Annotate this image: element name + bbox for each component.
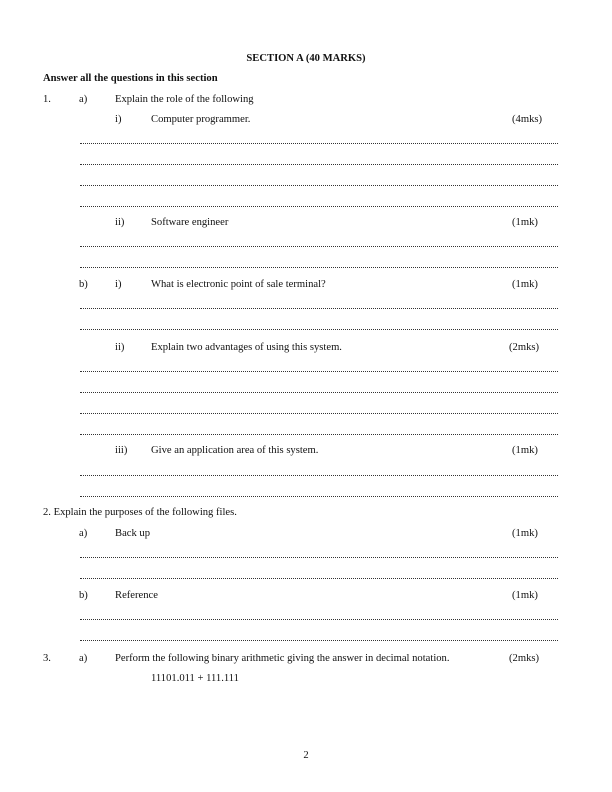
answer-line[interactable] — [80, 245, 558, 247]
answer-line[interactable] — [80, 495, 558, 497]
instruction: Answer all the questions in this section — [43, 73, 218, 84]
answer-line[interactable] — [80, 577, 558, 579]
q3-number: 3. — [43, 653, 51, 664]
q1biii-marks: (1mk) — [512, 445, 538, 456]
q1aii-num: ii) — [115, 217, 125, 228]
q2b-marks: (1mk) — [512, 590, 538, 601]
q2a-letter: a) — [79, 528, 88, 539]
q1ai-num: i) — [115, 114, 122, 125]
answer-line[interactable] — [80, 412, 558, 414]
answer-line[interactable] — [80, 328, 558, 330]
answer-line[interactable] — [80, 556, 558, 558]
q2a-marks: (1mk) — [512, 528, 538, 539]
answer-line[interactable] — [80, 639, 558, 641]
q1b-letter: b) — [79, 279, 88, 290]
answer-line[interactable] — [80, 307, 558, 309]
answer-line[interactable] — [80, 266, 558, 268]
answer-line[interactable] — [80, 205, 558, 207]
q2b-text: Reference — [115, 590, 158, 601]
q2a-text: Back up — [115, 528, 151, 539]
q3a-letter: a) — [79, 653, 88, 664]
answer-line[interactable] — [80, 618, 558, 620]
q2-text: 2. Explain the purposes of the following files. — [43, 507, 237, 518]
q1bi-text: What is electronic point of sale terminal? — [151, 279, 326, 290]
q1a-letter: a) — [79, 94, 88, 105]
q1a-text: Explain the role of the following — [115, 94, 254, 105]
answer-line[interactable] — [80, 391, 558, 393]
answer-line[interactable] — [80, 433, 558, 435]
q1aii-marks: (1mk) — [512, 217, 538, 228]
q1ai-marks: (4mks) — [512, 114, 543, 125]
q3a-marks: (2mks) — [509, 653, 540, 664]
q3a-expression: 11101.011 + 111.111 — [151, 673, 239, 684]
answer-line[interactable] — [80, 163, 558, 165]
q2b-letter: b) — [79, 590, 88, 601]
q1ai-text: Computer programmer. — [151, 114, 251, 125]
q3a-text: Perform the following binary arithmetic giving the answer in decimal notation. — [115, 653, 450, 664]
q1biii-num: iii) — [115, 445, 128, 456]
q1aii-text: Software engineer — [151, 217, 229, 228]
page-number: 2 — [303, 750, 309, 761]
q1biii-text: Give an application area of this system. — [151, 445, 319, 456]
q1bi-num: i) — [115, 279, 122, 290]
q1bii-num: ii) — [115, 342, 125, 353]
answer-line[interactable] — [80, 184, 558, 186]
q1bi-marks: (1mk) — [512, 279, 538, 290]
q1-number: 1. — [43, 94, 51, 105]
q1bii-text: Explain two advantages of using this system. — [151, 342, 342, 353]
section-title: SECTION A (40 MARKS) — [246, 53, 366, 64]
answer-line[interactable] — [80, 474, 558, 476]
q1bii-marks: (2mks) — [509, 342, 540, 353]
answer-line[interactable] — [80, 142, 558, 144]
answer-line[interactable] — [80, 370, 558, 372]
